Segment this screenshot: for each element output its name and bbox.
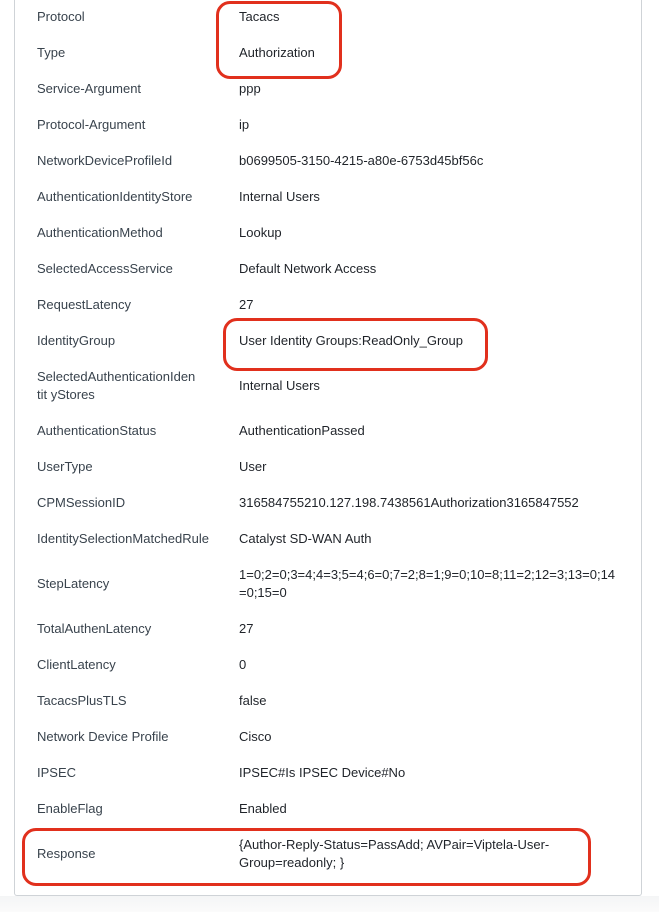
attribute-value: b0699505-3150-4215-a80e-6753d45bf56c (239, 153, 484, 168)
attribute-details-panel (14, 0, 642, 896)
bottom-edge (0, 896, 659, 912)
attribute-key: UserType (37, 459, 93, 474)
attribute-value: User Identity Groups:ReadOnly_Group (239, 333, 463, 348)
attribute-key: Response (37, 846, 96, 861)
attribute-key: IdentityGroup (37, 333, 116, 348)
attribute-key: RequestLatency (37, 297, 131, 312)
attribute-key: NetworkDeviceProfileId (37, 153, 173, 168)
attribute-value: Cisco (239, 729, 272, 744)
attribute-key: AuthenticationStatus (37, 423, 157, 438)
attribute-value: ppp (239, 81, 261, 96)
attribute-key: StepLatency (37, 576, 110, 591)
attribute-value: 0 (239, 657, 247, 672)
attribute-value: Lookup (239, 225, 282, 240)
attribute-value: false (239, 693, 267, 708)
attribute-key: CPMSessionID (37, 495, 126, 510)
attribute-value: 1=0;2=0;3=4;4=3;5=4;6=0;7=2;8=1;9=0;10=8;11=2;12=3;13=0;14=0;15=0 (239, 567, 616, 600)
attribute-value: Internal Users (239, 189, 320, 204)
attribute-key: SelectedAccessService (37, 261, 173, 276)
attribute-key: Protocol (37, 9, 85, 24)
attribute-value: Enabled (239, 801, 287, 816)
attribute-key: Type (37, 45, 66, 60)
attribute-value: {Author-Reply-Status=PassAdd; AVPair=Viptela-User-Group=readonly; } (239, 837, 550, 870)
attribute-value: Catalyst SD-WAN Auth (239, 531, 372, 546)
attribute-key: AuthenticationMethod (37, 225, 163, 240)
attribute-value: AuthenticationPassed (239, 423, 365, 438)
attribute-key: Protocol-Argument (37, 117, 146, 132)
attribute-key: IPSEC (37, 765, 77, 780)
attribute-value: Internal Users (239, 378, 320, 393)
attribute-key: AuthenticationIdentityStore (37, 189, 193, 204)
attribute-value: Tacacs (239, 9, 280, 24)
attribute-value: ip (239, 117, 250, 132)
attribute-key: EnableFlag (37, 801, 103, 816)
attribute-value: 316584755210.127.198.7438561Authorization3165847552 (239, 495, 579, 510)
attribute-value: Default Network Access (239, 261, 377, 276)
attribute-key: TotalAuthenLatency (37, 621, 152, 636)
attribute-key: SelectedAuthenticationIdentit yStores (37, 369, 196, 402)
attribute-key: TacacsPlusTLS (37, 693, 127, 708)
attribute-value: 27 (239, 297, 254, 312)
attribute-key: IdentitySelectionMatchedRule (37, 531, 209, 546)
attribute-key: Network Device Profile (37, 729, 169, 744)
attribute-value: Authorization (239, 45, 315, 60)
attribute-value: User (239, 459, 267, 474)
attribute-value: 27 (239, 621, 254, 636)
attribute-key: ClientLatency (37, 657, 116, 672)
attribute-key: Service-Argument (37, 81, 142, 96)
attribute-value: IPSEC#Is IPSEC Device#No (239, 765, 406, 780)
